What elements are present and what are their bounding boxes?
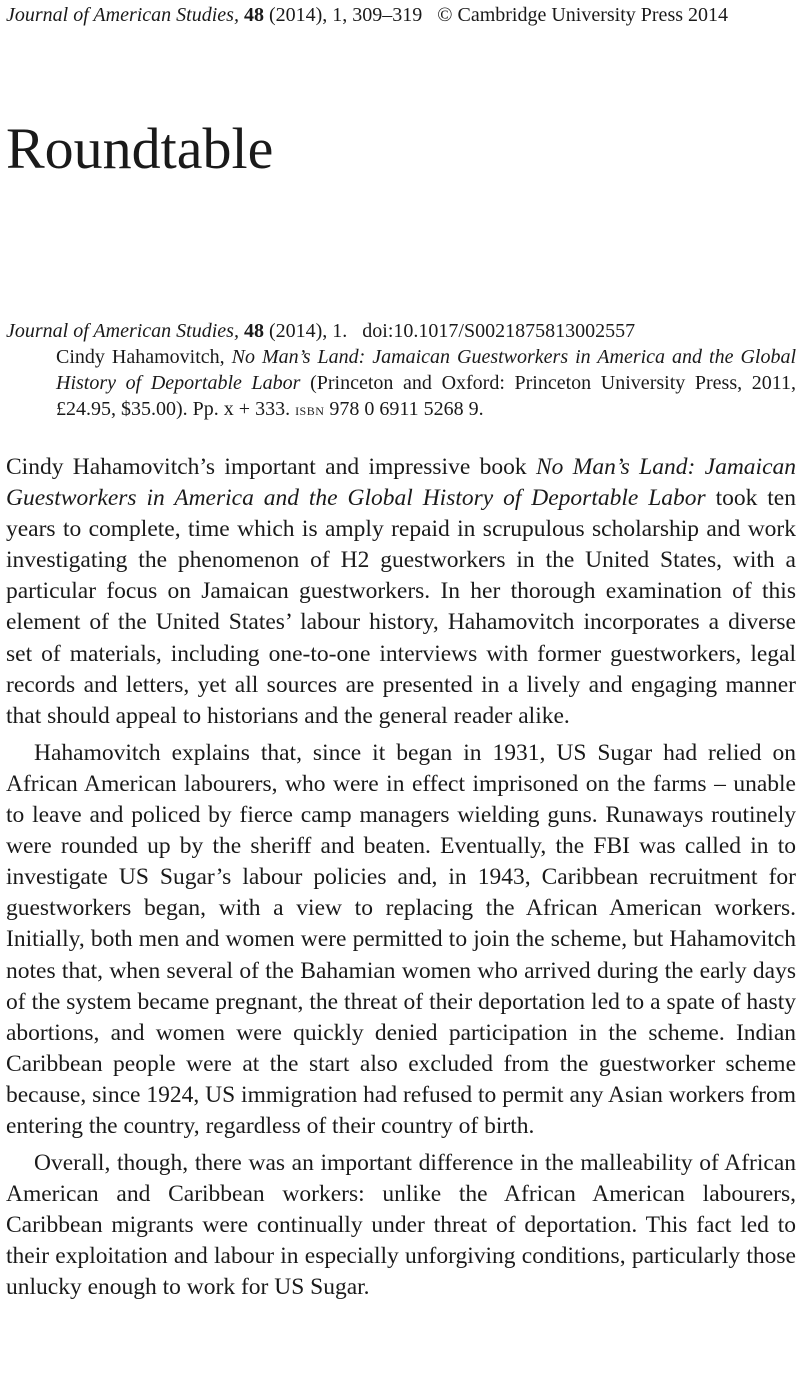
citation-year-issue: (2014), 1. — [268, 320, 348, 342]
paragraph-2: Hahamovitch explains that, since it began in 1931, US Sugar had relied on African American labourers, who were in effect imprisoned on the farms – unable to leave and policed by fierce camp managers wielding guns. Runaways routinely were rounded up by the sheriff and beaten. Eventually, the FBI was called in to investigate US Sugar’s labour policies and, in 1943, Caribbean recruitment for guestworkers began, with a view to replacing the African American workers. Initially, both men and women were permitted to join the scheme, but Hahamovitch notes that, when several of the Bahamian women who arrived during the early days of the system became pregnant, the threat of their deportation led to a spate of hasty abortions, and women were quickly denied participation in the scheme. Indian Caribbean people were at the start also excluded from the guestworker scheme because, since 1924, US immigration had refused to permit any Asian workers from entering the country, regardless of their country of birth. — [6, 739, 796, 1139]
citation-journal-line — [6, 318, 796, 344]
citation-doi: doi:10.1017/S0021875813002557 — [362, 320, 636, 342]
running-head — [6, 2, 796, 28]
paragraph-1-start: Cindy Hahamovitch’s important and impressive book — [6, 454, 536, 480]
citation-journal: Journal of American Studies, — [6, 320, 239, 342]
citation-isbn-label: isbn — [295, 400, 325, 419]
paragraph-1-rest: took ten years to complete, time which is amply repaid in scrupulous scholarship and work investigating the phenomenon of H2 guestworkers in the United States, with a particular focus on Jamaican guestworkers. In her thorough examination of this element of the United States’ labour history, Hahamovitch incorporates a diverse set of materials, including one-to-one interviews with former guestworkers, legal records and letters, yet all sources are presented in a lively and engaging manner that should appeal to historians and the general reader alike. — [6, 485, 796, 729]
citation-volume: 48 — [243, 320, 264, 342]
running-head-copyright: © Cambridge University Press 2014 — [437, 4, 729, 26]
citation-reference — [6, 344, 796, 423]
running-head-issue-pages: (2014), 1, 309–319 — [268, 4, 423, 26]
paragraph-1-book-title: No Man’s Land: Jamaican Guestworkers in America and the Global History of Deportable Labor — [6, 454, 796, 512]
paragraph-3: Overall, though, there was an important difference in the malleability of African American and Caribbean workers: unlike the African American labourers, Caribbean migrants were continually under threat of deportation. This fact led to their exploitation and labour in especially unforgiving conditions, particularly those unlucky enough to work for US Sugar. — [6, 1150, 796, 1301]
citation-publisher: (Princeton and Oxford: Princeton University Press, 2011, £24.95, $35.00). Pp. x + 333. — [56, 372, 797, 420]
review-body — [6, 452, 796, 1304]
citation-isbn: 978 0 6911 5268 9. — [329, 398, 484, 420]
section-title: Roundtable — [6, 116, 274, 181]
paragraph-1 — [6, 452, 796, 732]
book-citation — [6, 318, 796, 423]
running-head-journal: Journal of American Studies, — [6, 4, 239, 26]
citation-author: Cindy Hahamovitch, — [56, 346, 225, 368]
citation-book-title: No Man’s Land: Jamaican Guestworkers in America and the Global History of Deportable Labor — [56, 346, 797, 394]
running-head-volume: 48 — [243, 4, 264, 26]
